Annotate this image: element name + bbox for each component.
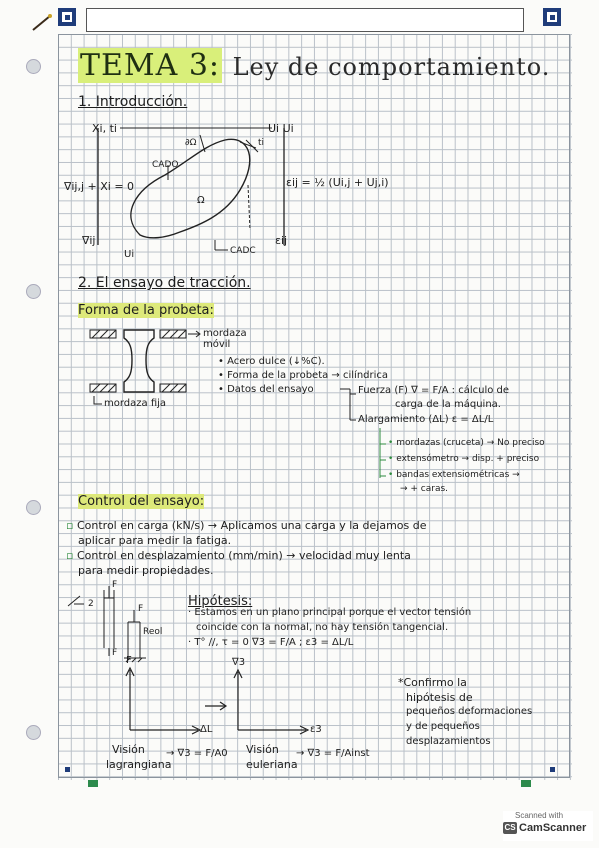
label-cado: CADO	[152, 160, 179, 170]
label-nabla-ij: ∇ij	[82, 234, 96, 247]
probeta-heading: Forma de la probeta:	[78, 303, 214, 318]
confirmo-line: y de pequeños	[406, 721, 480, 732]
label-two: 2	[88, 599, 94, 609]
hipotesis-line: · Estamos en un plano principal porque el vector tensión	[188, 607, 472, 618]
scanner-line-1: Scanned with	[515, 811, 564, 820]
confirmo-line: *Confirmo la	[398, 676, 467, 689]
fuerza-line: Fuerza (F) ∇ = F/A : cálculo de	[358, 385, 510, 396]
vision-lag-label-2: lagrangiana	[106, 758, 172, 771]
scanner-line-2: CS CamScanner	[504, 822, 587, 834]
title-tema: TEMA 3:	[80, 48, 221, 83]
label-mordaza-movil: mordaza	[203, 328, 247, 339]
hipotesis-line: · T° //, τ = 0 ∇3 = F/A ; ε3 = ΔL/L	[188, 637, 354, 648]
control-item-cont: aplicar para medir la fatiga.	[78, 534, 232, 547]
control-item: ▫ Control en carga (kN/s) → Aplicamos una carga y la dejamos de	[66, 519, 427, 532]
ensayo-item: • Forma de la probeta → cilíndrica	[218, 370, 389, 381]
label-eps-ij: εij	[275, 234, 288, 247]
confirmo-line: desplazamientos	[406, 736, 491, 747]
label-d-omega: ∂Ω	[185, 138, 197, 148]
label-ui-ui: Ui Ui	[268, 122, 294, 135]
label-omega: Ω	[197, 195, 205, 206]
alargamiento-line: Alargamiento (ΔL) ε = ΔL/L	[358, 414, 494, 425]
axis-label-s3: ∇3	[232, 657, 246, 668]
label-ti: ti	[258, 138, 265, 148]
sub-item: • extensómetro → disp. + preciso	[388, 454, 540, 464]
sub-item: • mordazas (cruceta) → No preciso	[388, 438, 545, 448]
axis-label-f: F	[126, 655, 132, 666]
label-xi-ti: Xi, ti	[92, 122, 117, 135]
sub-item: → + caras.	[400, 484, 449, 494]
axis-label-e3: ε3	[310, 724, 322, 735]
scanner-watermark	[503, 811, 593, 841]
hipotesis-heading: Hipótesis:	[188, 594, 253, 609]
camscanner-logo-icon: CS	[504, 823, 516, 833]
label-mordaza-fija: mordaza fija	[104, 398, 167, 409]
vision-eul-label-2: euleriana	[246, 758, 298, 771]
label-f-top: F	[112, 580, 118, 590]
section-intro-heading: 1. Introducción.	[78, 94, 188, 110]
ensayo-item: • Acero dulce (↓%C).	[218, 356, 325, 367]
section-traccion-heading: 2. El ensayo de tracción.	[78, 275, 251, 291]
confirmo-line: hipótesis de	[406, 691, 473, 704]
vision-lag-equation: → ∇3 = F/A0	[166, 748, 228, 759]
equilibrium-equation: ∇ij,j + Xi = 0	[64, 180, 135, 193]
label-ui-bottom: Ui	[124, 249, 135, 260]
strain-equation: εij = ½ (Ui,j + Uj,i)	[286, 176, 389, 189]
vision-lag-label: Visión	[112, 743, 145, 756]
vision-eul-equation: → ∇3 = F/Ainst	[296, 748, 370, 759]
sub-item: • bandas extensiométricas →	[388, 470, 520, 480]
label-movil: móvil	[203, 339, 231, 350]
control-item-cont: para medir propiedades.	[78, 564, 214, 577]
label-reol: Reol	[143, 627, 163, 637]
label-cadc: CADC	[230, 246, 256, 256]
fuerza-line-2: carga de la máquina.	[395, 399, 501, 410]
axis-label-dl: ΔL	[200, 724, 213, 735]
hipotesis-line: coincide con la normal, no hay tensión tangencial.	[196, 622, 449, 633]
ensayo-item: • Datos del ensayo	[218, 384, 314, 395]
label-f-bottom: F	[112, 648, 118, 658]
confirmo-line: pequeños deformaciones	[406, 706, 533, 717]
vision-eul-label: Visión	[246, 743, 279, 756]
control-heading: Control del ensayo:	[78, 494, 205, 509]
control-item: ▫ Control en desplazamiento (mm/min) → velocidad muy lenta	[66, 549, 411, 562]
label-f-side: F	[138, 604, 144, 614]
title-rest: Ley de comportamiento.	[232, 53, 551, 81]
